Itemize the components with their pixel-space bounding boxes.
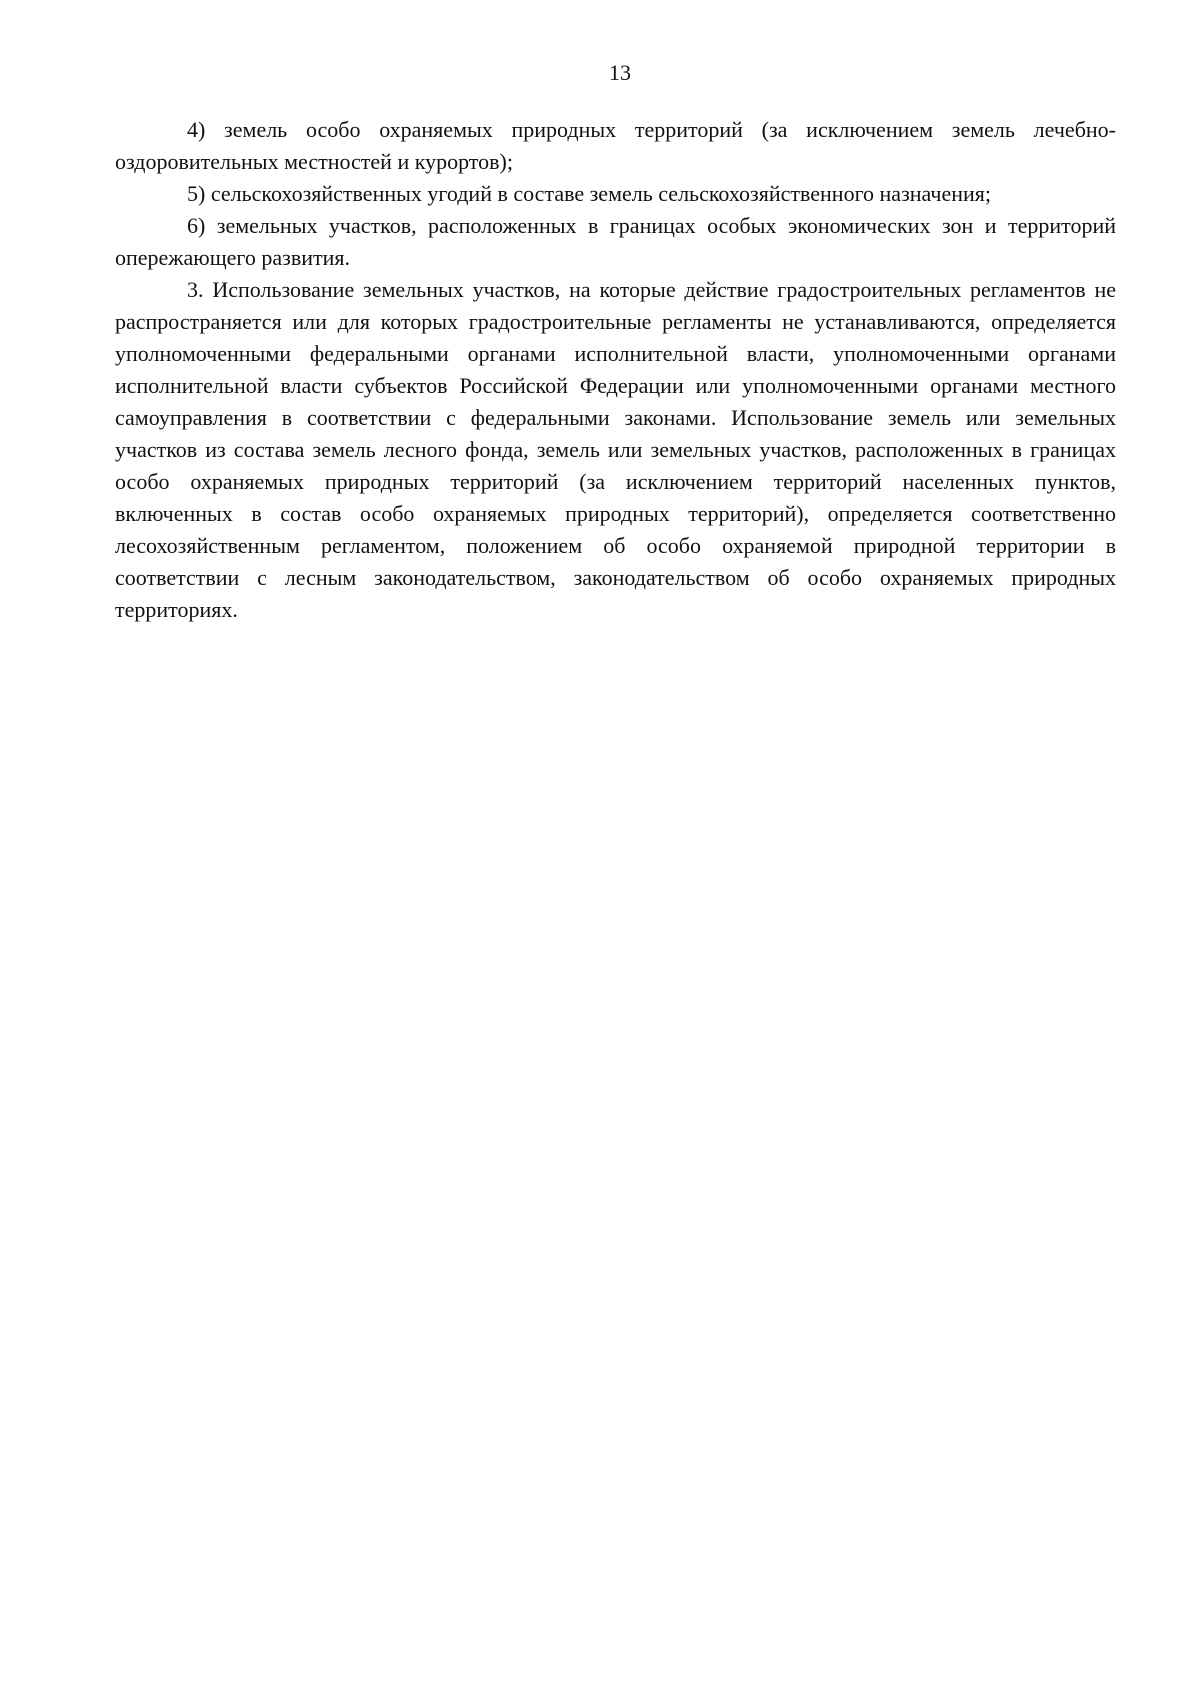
clause-3-paragraph: 3. Использование земельных участков, на которые действие градостроительных регламентов не распространяется или для которых градостроительные регламенты не устанавливаются, определяется уполномоченными федеральными органами исполнительной власти, уполномоченными органами исполнительной власти субъектов Российской Федерации или уполномоченными органами местного самоуправления в соответствии с федеральными законами. Использование земель или земельных участков из состава земель лесного фонда, земель или земельных участков, расположенных в границах особо охраняемых природных территорий (за исключением территорий населенных пунктов, включенных в состав особо охраняемых природных территорий), определяется соответственно лесохозяйственным регламентом, положением об особо охраняемой природной территории в соответствии с лесным законодательством, законодательством об особо охраняемых природных территориях. bbox=[115, 277, 1116, 622]
list-item-5: 5) сельскохозяйственных угодий в составе земель сельскохозяйственного назначения; bbox=[187, 181, 992, 206]
list-item-4: 4) земель особо охраняемых природных территорий (за исключением земель лечебно-оздоровительных местностей и курортов); bbox=[115, 117, 1116, 174]
page-number: 13 bbox=[609, 60, 631, 85]
document-body bbox=[115, 114, 1116, 626]
list-item-6: 6) земельных участков, расположенных в границах особых экономических зон и территорий опережающего развития. bbox=[115, 213, 1116, 270]
